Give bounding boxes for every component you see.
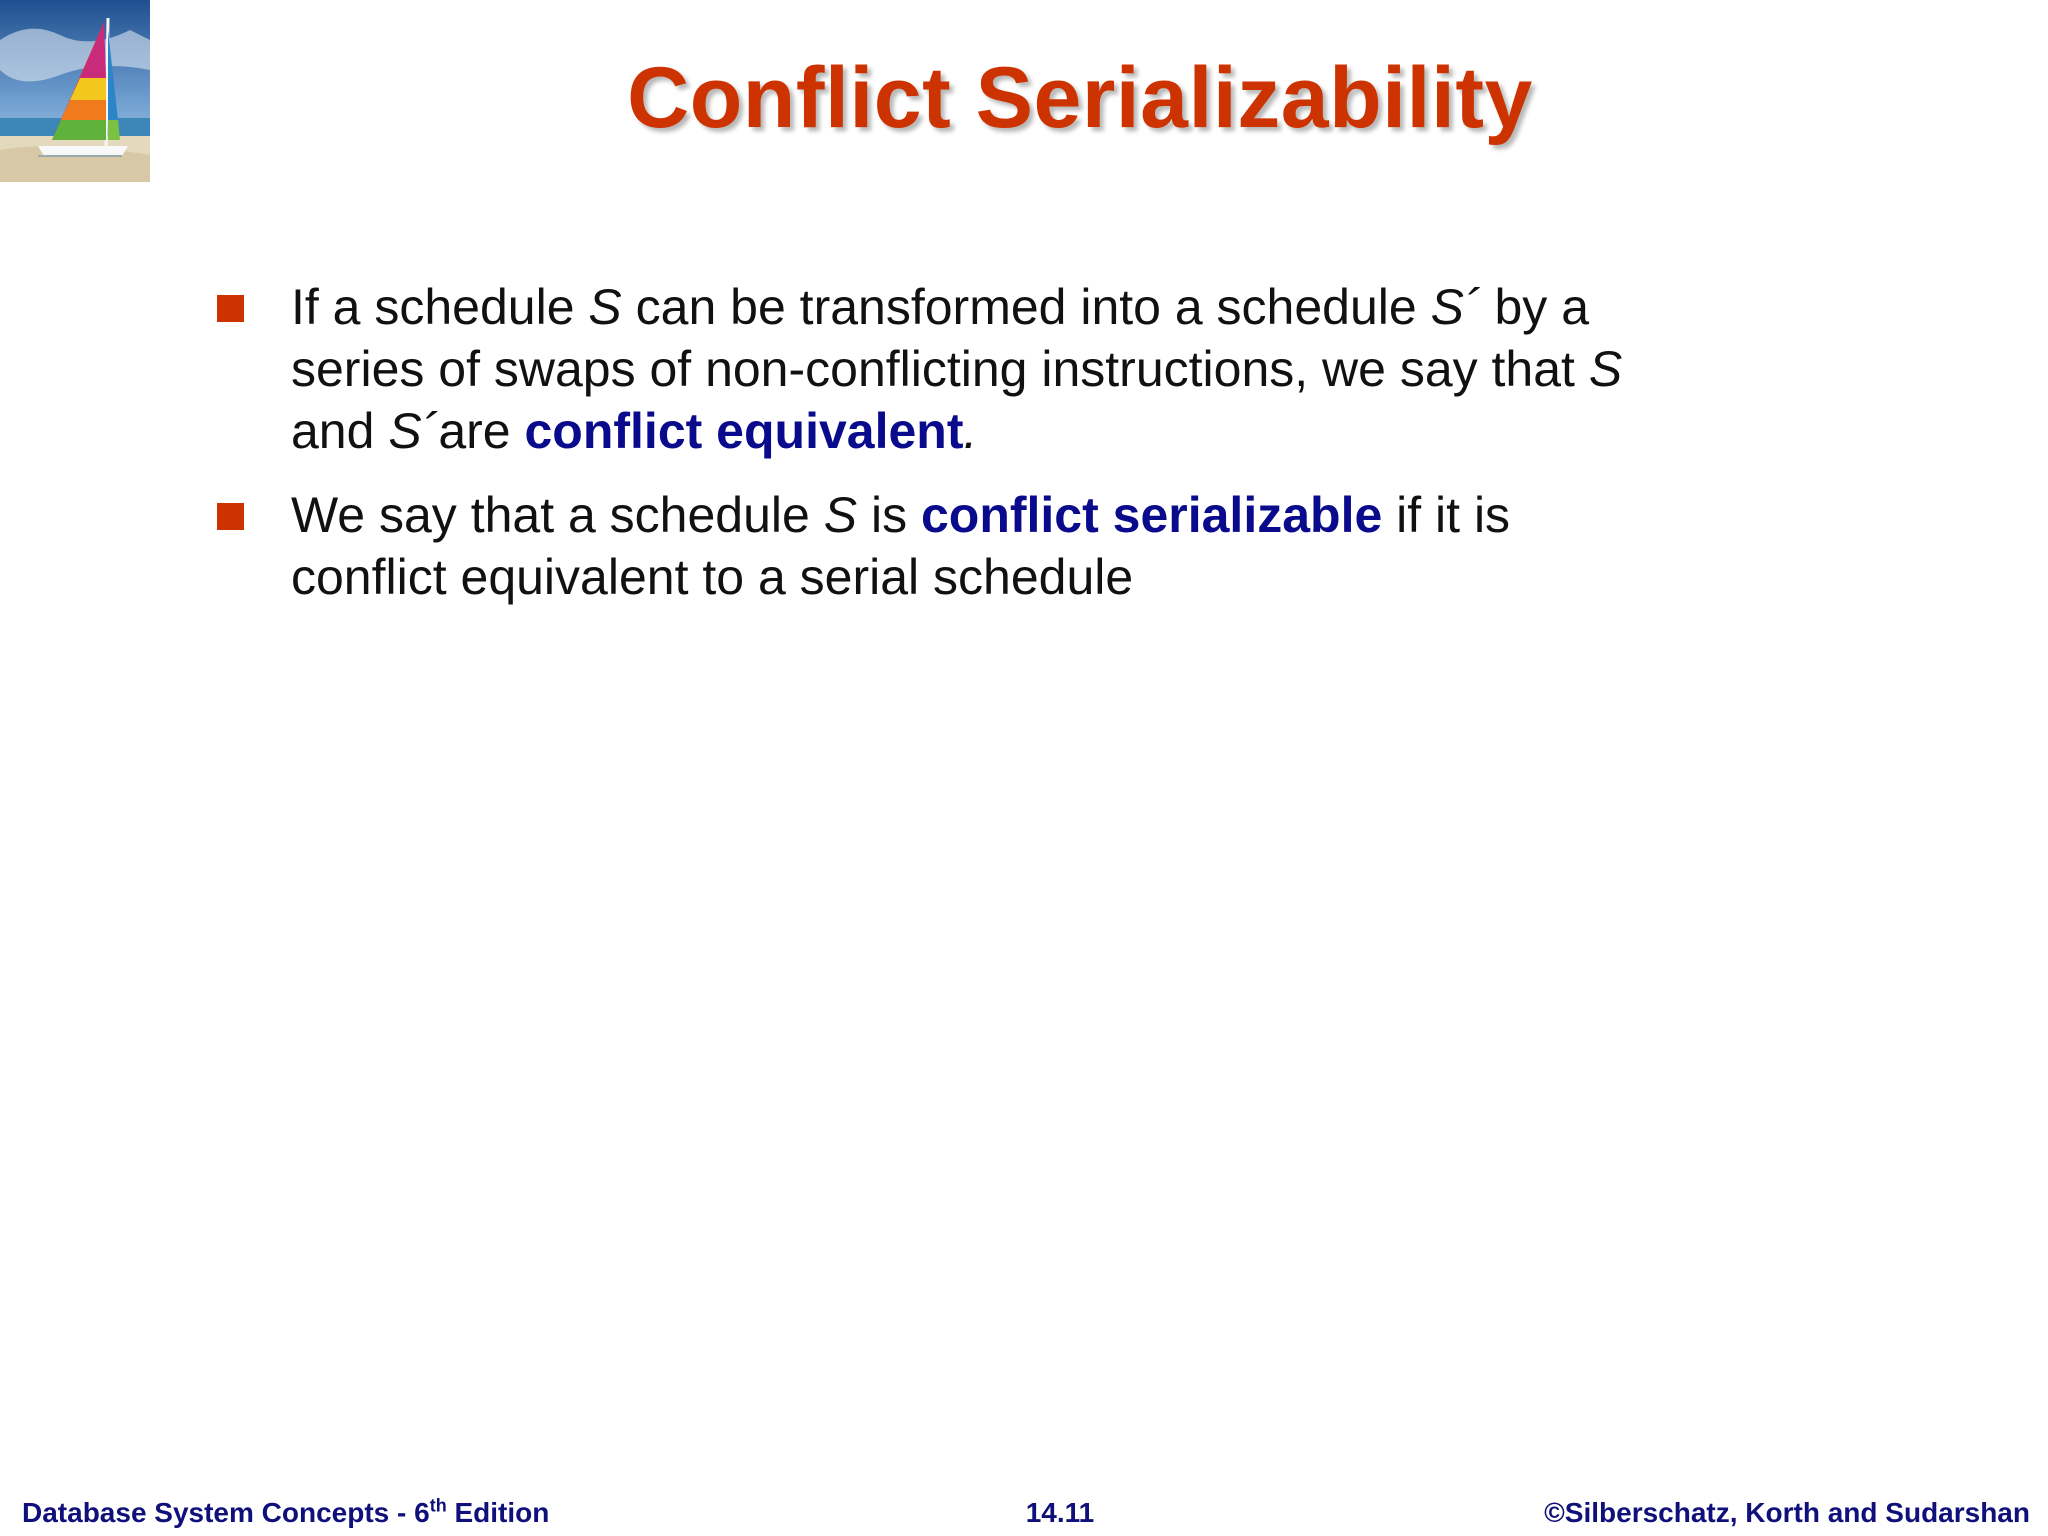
bullet-conflict-equivalent <box>215 276 1655 462</box>
bullet-conflict-serializable <box>215 484 1655 608</box>
bullet-text: . <box>963 403 978 459</box>
highlighted-term: conflict equivalent <box>524 403 964 459</box>
bullet-text: if it is conflict equivalent to a serial schedule <box>291 487 1511 605</box>
bullet-text: and <box>291 403 389 459</box>
square-bullet-icon <box>217 295 244 322</box>
schedule-symbol: S <box>823 487 858 543</box>
bullet-text: by a series of swaps of non-conflicting instructions, we say that <box>291 279 1590 397</box>
schedule-symbol: S <box>588 279 622 335</box>
footer-copyright: ©Silberschatz, Korth and Sudarshan <box>1544 1497 2030 1528</box>
slide-title: Conflict Serializability <box>627 50 1533 146</box>
highlighted-term: conflict serializable <box>920 487 1383 543</box>
square-bullet-icon <box>217 503 244 530</box>
bullet-text: are <box>438 403 525 459</box>
footer-book-title <box>22 1496 549 1530</box>
schedule-symbol: S´ <box>388 403 439 459</box>
footer-book-title-text: Database System Concepts - 6 <box>22 1497 430 1528</box>
footer-edition-superscript: th <box>429 1495 447 1516</box>
bullet-text: We say that a schedule <box>291 487 824 543</box>
footer-edition-text: Edition <box>446 1497 550 1528</box>
page-number: 14.11 <box>1025 1497 1095 1528</box>
sailboat-logo <box>0 0 150 182</box>
bullet-text: If a schedule <box>291 279 589 335</box>
schedule-symbol: S´ <box>1430 279 1481 335</box>
schedule-symbol: S <box>1588 341 1623 397</box>
bullet-text: is <box>857 487 921 543</box>
bullet-text: can be transformed into a schedule <box>621 279 1431 335</box>
bullet-list <box>215 276 1655 630</box>
